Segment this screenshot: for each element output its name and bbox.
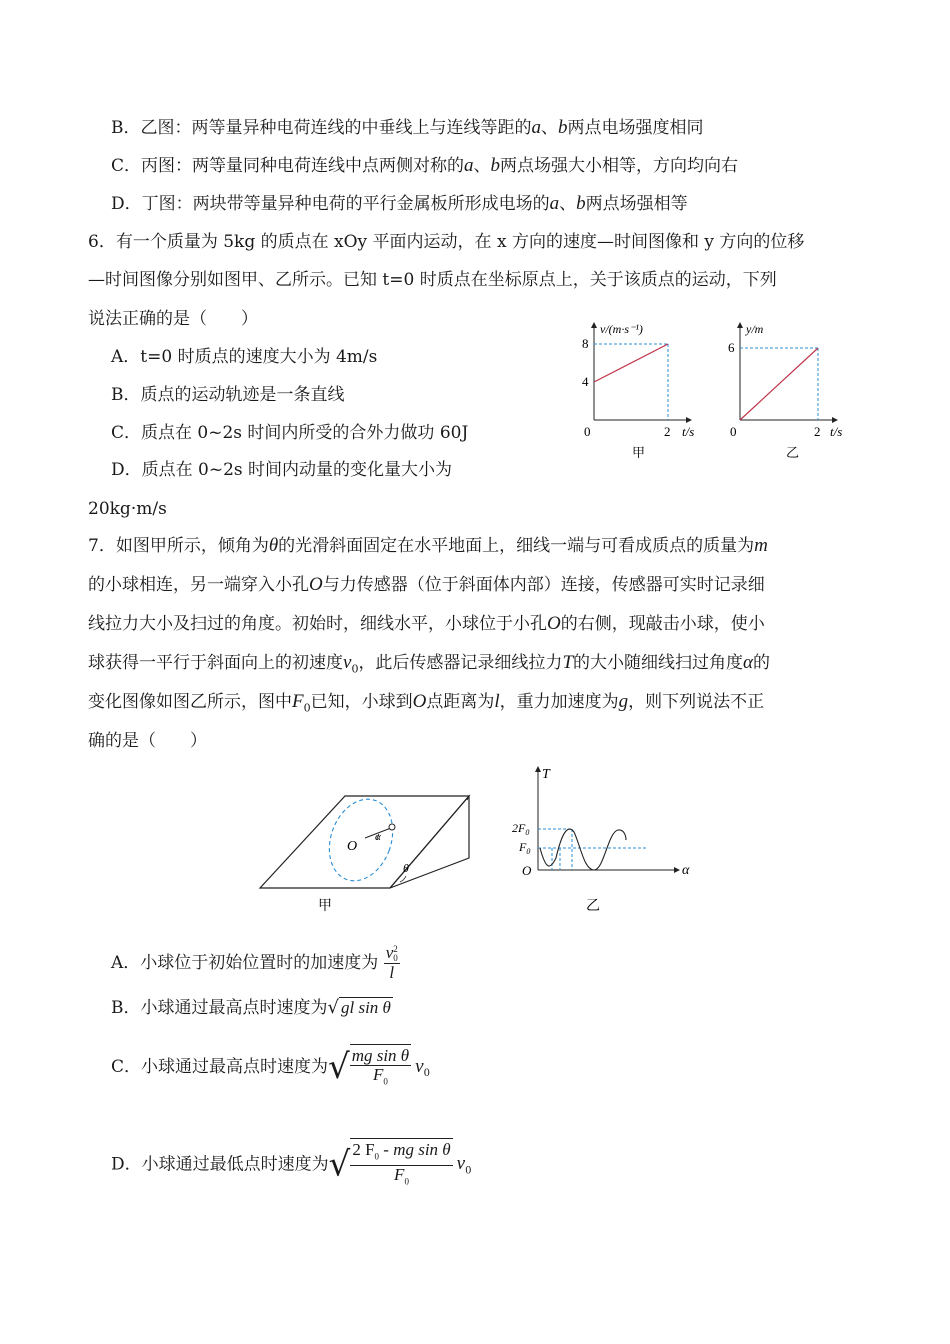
yi-x-label: t/s — [830, 424, 843, 439]
jia-xtick-2: 2 — [664, 424, 671, 439]
yi-origin: 0 — [730, 424, 737, 439]
fig-jia-caption: 甲 — [318, 899, 332, 914]
fig-jia-O: O — [347, 839, 358, 854]
q7-stem-line6: 确的是（ ） — [88, 731, 207, 751]
yi7-2F0-label: $2F_0$ — [512, 821, 530, 837]
ball-circular-path — [318, 790, 403, 889]
yi7-caption: 乙 — [586, 899, 600, 914]
q7-option-b: B．小球通过最高点时速度为√ gl sin θ — [111, 997, 391, 1018]
q7-option-a: A．小球位于初始位置时的加速度为 v 2 0 l — [111, 943, 398, 983]
q7-stem-line5: 变化图像如图乙所示，图中$F_0$已知，小球到O点距离为l，重力加速度为g，则下列说法不正 — [88, 691, 765, 715]
fig-jia-alpha: α — [375, 831, 381, 843]
q5-option-b: B．乙图：两等量异种电荷连线的中垂线上与连线等距的a、b两点电场强度相同 — [111, 117, 704, 138]
q7-figure-yi — [508, 762, 708, 920]
jia-origin: 0 — [584, 424, 591, 439]
q7-a-fraction: v 2 0 l — [385, 943, 398, 983]
q6-option-c: C．质点在 0~2s 时间内所受的合外力做功 60J — [111, 423, 469, 443]
jia-ytick-4: 4 — [582, 374, 589, 389]
q5-option-d: D．丁图：两块带等量异种电荷的平行金属板所形成电场的a、b两点场强相等 — [111, 193, 688, 214]
q6-graph-jia — [570, 318, 710, 466]
q6-option-b: B．质点的运动轨迹是一条直线 — [111, 385, 345, 405]
incline-face — [260, 796, 469, 888]
q6-option-d-cont: 20kg·m/s — [88, 499, 167, 519]
ball — [389, 824, 395, 830]
q6-stem-line3: 说法正确的是（ ） — [88, 309, 258, 329]
jia-data-line — [594, 344, 668, 382]
incline-side — [390, 796, 469, 888]
jia-ytick-8: 8 — [582, 336, 589, 351]
jia-x-label: t/s — [682, 424, 695, 439]
q7-d-fraction: $\frac{2 F_0 - mg \sin \theta}{F_0}$ — [350, 1138, 452, 1191]
fig-jia-theta: θ — [403, 861, 409, 875]
yi7-T-label: T — [542, 767, 550, 782]
q7-stem-line3: 线拉力大小及扫过的角度。初始时，细线水平，小球位于小孔O的右侧，现敲击小球，使小 — [88, 613, 765, 634]
yi-ytick-6: 6 — [728, 340, 735, 355]
yi-y-label: y/m — [746, 322, 764, 336]
q6-stem-line1: 6．有一个质量为 5kg 的质点在 xOy 平面内运动，在 x 方向的速度—时间图像和 y 方向的位移 — [88, 232, 805, 252]
yi-xtick-2: 2 — [814, 424, 821, 439]
yi7-alpha-label: α — [682, 863, 690, 878]
q7-option-d: D．小球通过最低点时速度为√ $\frac{2 F_0 - mg \sin \theta}{F_0}$ $v_0$ — [111, 1138, 471, 1193]
yi7-F0-label: $F_0$ — [519, 840, 531, 856]
q7-stem-line4: 球获得一平行于斜面向上的初速度$v_0$，此后传感器记录细线拉力T的大小随细线扫过角度α的 — [88, 652, 770, 676]
q5-option-c: C．丙图：两等量同种电荷连线中点两侧对称的a、b两点场强大小相等，方向均向右 — [111, 155, 739, 176]
q7-option-c: C．小球通过最高点时速度为√ $\frac{\text{mg sin θ}}{F_0}$ $v_0$ — [111, 1044, 430, 1096]
yi7-tension-curve — [540, 829, 626, 870]
q6-stem-line2: —时间图像分别如图甲、乙所示。已知 t=0 时质点在坐标原点上，关于该质点的运动，下列 — [88, 270, 777, 290]
q7-c-fraction: $\frac{\text{mg sin θ}}{F_0}$ — [350, 1044, 411, 1090]
yi-data-line — [740, 348, 818, 420]
jia-caption: 甲 — [632, 445, 646, 460]
q6-option-d: D．质点在 0~2s 时间内动量的变化量大小为 — [111, 460, 453, 480]
q7-stem-line2: 的小球相连，另一端穿入小孔O与力传感器（位于斜面体内部）连接，传感器可实时记录细 — [88, 574, 765, 595]
yi-caption: 乙 — [786, 445, 800, 460]
jia-y-label: v/(m·s⁻¹) — [600, 322, 643, 336]
q6-graph-yi — [718, 318, 858, 466]
yi7-origin: O — [522, 863, 532, 878]
q6-option-a: A．t=0 时质点的速度大小为 4m/s — [111, 347, 378, 367]
q7-figure-jia — [255, 790, 505, 920]
q7-stem-line1: 7．如图甲所示，倾角为θ的光滑斜面固定在水平地面上，细线一端与可看成质点的质量为m — [88, 535, 768, 556]
